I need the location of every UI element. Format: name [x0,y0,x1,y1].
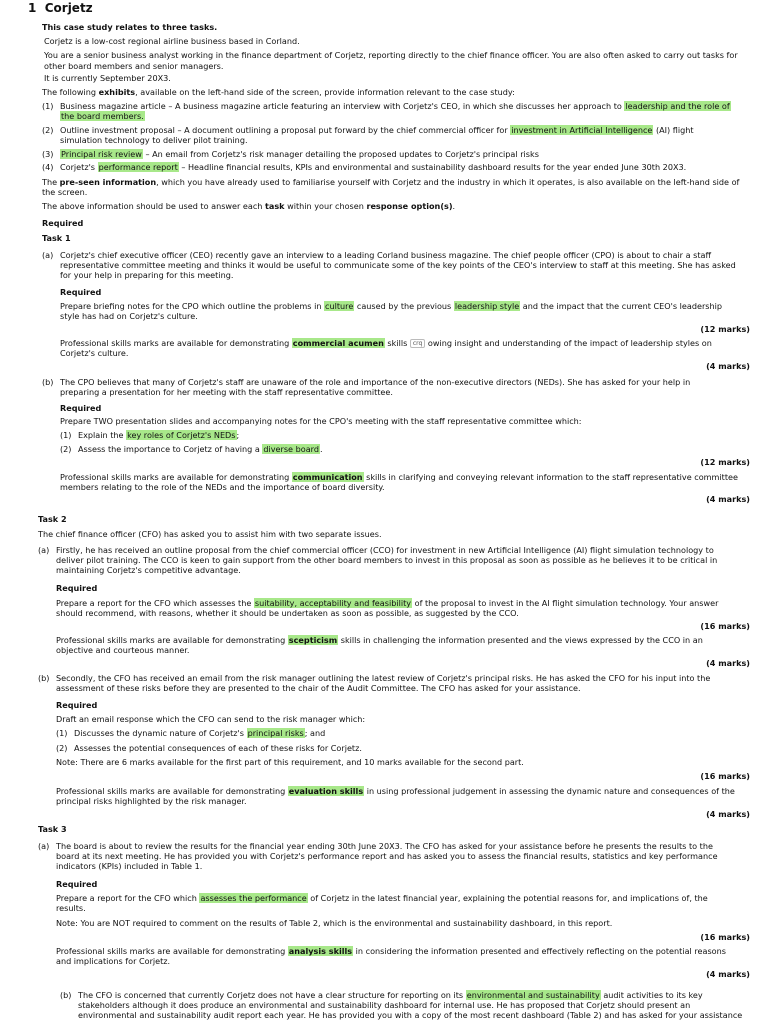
exhibit-1-line2 [60,111,145,122]
exhibit-2-line2: simulation technology to deliver pilot training. [60,135,248,145]
task-1b-skills-line2: members relating to the role of the NEDs and the importance of board diversity. [60,482,385,492]
exhibit-3: Principal risk review – An email from Corjetz's risk manager detailing the proposed updates to Corjetz's principal risks [61,149,539,159]
task-2b-skills-marks: (4 marks) [706,809,750,819]
intro-date: It is currently September 20X3. [44,73,171,83]
task-2a-req-line1: Prepare a report for the CFO which assesses the suitability, acceptability and feasibility of the proposal to invest in the AI flight simulation technology. Your answer [56,598,719,608]
task-2b-item1: Discusses the dynamic nature of Corjetz's principal risks; and [74,728,326,738]
task-1b-item1-number: (1) [60,430,72,440]
task-1b-item2: Assess the importance to Corjetz of having a diverse board. [78,444,323,454]
required-heading: Required [42,218,84,228]
task-2b-item2: Assesses the potential consequences of each of these risks for Corjetz. [74,743,362,753]
task-2a-line3: maintaining Corjetz's competitive advantage. [56,565,241,575]
task-2a-label: (a) [38,545,50,555]
above-info: The above information should be used to answer each task within your chosen response option(s). [42,201,456,211]
preseen-info-line2: the screen. [42,187,88,197]
task-2b-line1: Secondly, the CFO has received an email from the risk manager outlining the latest review of Corjetz's principal risks. He has asked the CFO for his input into the [56,673,711,683]
task-3b-label: (b) [60,990,72,1000]
task-3-title: Task 3 [38,824,67,834]
task-1b-marks: (12 marks) [700,457,750,467]
task-2b-note: Note: There are 6 marks available for the first part of this requirement, and 10 marks available for the second part. [56,757,524,767]
highlight: leadership style [454,301,520,311]
exhibit-1: Business magazine article – A business magazine article featuring an interview with Corjetz's CEO, in which she discusses her approach to leadership and the role of [60,101,730,111]
task-2a-line1: Firstly, he has received an outline proposal from the chief commercial officer (CCO) for investment in new Artificial Intelligence (AI) flight simulation technology to [56,545,714,555]
heading-number: 1 [28,1,37,15]
task-1b-skills: Professional skills marks are available for demonstrating communication skills in clarifying and conveying relevant information to the staff representative committee [60,472,738,482]
task-1a-line1: Corjetz's chief executive officer (CEO) recently gave an interview to a leading Corland business magazine. The chief people officer (CPO) is about to chair a staff [60,250,712,260]
task-1a-skills: Professional skills marks are available for demonstrating commercial acumen skills crq owing insight and understanding of the impact of leadership styles on [60,338,712,348]
highlight: performance report [98,162,178,172]
task-2b-marks: (16 marks) [700,771,750,781]
task-2a-skills-line2: objective and courteous manner. [56,645,190,655]
exhibit-2: Outline investment proposal – A document outlining a proposal put forward by the chief commercial officer for investment in Artificial Intelligence (AI) flight [60,125,694,135]
highlight: Principal risk review [61,149,142,159]
task-2a-line2: deliver pilot training. The CCO is keen to gain support from the other board members to invest in this proposal as soon as possible as he believes it to be critical in [56,555,718,565]
exhibit-2-number: (2) [42,125,54,135]
exhibit-4-number: (4) [42,162,54,172]
task-3b-line2: stakeholders although it does produce an environmental and sustainability dashboard for internal use. He has proposed that Corjetz should present an [78,1000,691,1010]
task-1a-line2: representative committee meeting and thinks it would be useful to communicate some of the key points of the CEO's interview to staff at this meeting. She has asked [60,260,736,270]
task-3a-req-line1: Prepare a report for the CFO which assesses the performance of Corjetz in the latest financial year, explaining the potential reasons for, and implications of, the [56,893,708,903]
task-3a-label: (a) [38,841,50,851]
task-1b-label: (b) [42,377,54,387]
task-3a-note: Note: You are NOT required to comment on the results of Table 2, which is the environmental and sustainability dashboard, in this report. [56,918,613,928]
highlight: evaluation skills [288,786,364,796]
intro-exhibits: The following exhibits, available on the left-hand side of the screen, provide information relevant to the case study: [42,87,515,97]
task-1a-marks: (12 marks) [700,324,750,334]
task-2b-req-line1: Draft an email response which the CFO can send to the risk manager which: [56,714,366,724]
task-3b-line1: The CFO is concerned that currently Corjetz does not have a clear structure for reporting on its environmental and sustainability audit activities to its key [78,990,703,1000]
task-2b-skills-line2: principal risks highlighted by the risk manager. [56,796,247,806]
task-1b-item2-number: (2) [60,444,72,454]
task-1b-skills-marks: (4 marks) [706,494,750,504]
task-3a-skills-line2: and implications for Corjetz. [56,956,171,966]
task-2a-req-line2: should recommend, with reasons, whether it should be undertaken as soon as possible, as suggested by the CCO. [56,608,519,618]
task-2-title: Task 2 [38,514,67,524]
task-1b-item1: Explain the key roles of Corjetz's NEDs; [78,430,240,440]
task-1a-req-line1: Prepare briefing notes for the CPO which outline the problems in culture caused by the previous leadership style and the impact that the current CEO's leadership [60,301,723,311]
task-1a-label: (a) [42,250,54,260]
task-1a-req-line2: style has had on Corjetz's culture. [60,311,198,321]
case-study-heading [28,3,93,14]
task-2b-required: Required [56,700,98,710]
task-1b-req-line1: Prepare TWO presentation slides and accompanying notes for the CPO's meeting with the staff representative committee which: [60,416,582,426]
task-2b-line2: assessment of these risks before they are presented to the chair of the Audit Committee. The CFO has asked for your assistance. [56,683,581,693]
highlight: communication [292,472,363,482]
highlight: investment in Artificial Intelligence [511,125,653,135]
task-1-title: Task 1 [42,233,71,243]
highlight: commercial acumen [292,338,384,348]
preseen-info: The pre-seen information, which you have already used to familiarise yourself with Corjetz and the industry in which it operates, is also available on the left-hand side of [42,177,740,187]
task-1a-skills-line2: Corjetz's culture. [60,348,129,358]
highlight: principal risks [247,728,304,738]
task-1a-line3: for your help in preparing for this meeting. [60,270,234,280]
highlight: culture [325,301,354,311]
heading-title: Corjetz [44,1,93,15]
task-2a-marks: (16 marks) [700,621,750,631]
task-2a-skills: Professional skills marks are available for demonstrating scepticism skills in challenging the information presented and the views expressed by the CCO in an [56,635,703,645]
exhibit-1-number: (1) [42,101,54,111]
intro-role: You are a senior business analyst working in the finance department of Corjetz, reporting directly to the chief finance officer. You are also often asked to carry out tasks for other board members and senior managers. [44,50,738,71]
task-1b-line1: The CPO believes that many of Corjetz's staff are unaware of the role and importance of the non-executive directors (NEDs). She has asked for your help in [60,377,691,387]
task-3a-req-line2: results. [56,903,86,913]
intro-relates: This case study relates to three tasks. [42,22,218,32]
crq-badge[interactable]: crq [410,339,425,348]
exhibit-4: Corjetz's performance report – Headline financial results, KPIs and environmental and sustainability dashboard results for the year ended June 30th 20X3. [60,162,687,172]
highlight: diverse board [263,444,319,454]
task-1a-required: Required [60,287,102,297]
task-3b-line3: environmental and sustainability audit report each year. He has provided you with a copy of the most recent dashboard (Table 2) and has asked for your assistance [78,1010,743,1020]
task-2a-required: Required [56,583,98,593]
task-3a-line1: The board is about to review the results for the financial year ending 30th June 20X3. The CFO has asked for your assistance before he presents the results to the [56,841,713,851]
highlight: suitability, acceptability and feasibility [254,598,412,608]
task-3a-line3: indicators (KPIs) included in Table 1. [56,861,203,871]
exhibit-3-number: (3) [42,149,54,159]
task-2b-item2-number: (2) [56,743,68,753]
highlight: scepticism [288,635,338,645]
task-1b-line2: preparing a presentation for her meeting with the staff representative committee. [60,387,393,397]
task-2b-skills: Professional skills marks are available for demonstrating evaluation skills in using professional judgement in assessing the dynamic nature and consequences of the [56,786,735,796]
task-3a-line2: board at its next meeting. He has provided you with Corjetz's performance report and has asked you to assess the financial results, statistics and key performance [56,851,718,861]
task-1b-required: Required [60,403,102,413]
task-3a-marks: (16 marks) [700,932,750,942]
task-2a-skills-marks: (4 marks) [706,658,750,668]
highlight: key roles of Corjetz's NEDs [127,430,236,440]
highlight: analysis skills [288,946,353,956]
highlight: the board members. [61,111,144,121]
highlight: assesses the performance [200,893,307,903]
task-3a-required: Required [56,879,98,889]
task-2b-item1-number: (1) [56,728,68,738]
task-3a-skills: Professional skills marks are available for demonstrating analysis skills in considering the information presented and effectively reflecting on the potential reasons [56,946,726,956]
task-2-intro: The chief finance officer (CFO) has asked you to assist him with two separate issues. [38,529,382,539]
intro-low-cost: Corjetz is a low-cost regional airline business based in Corland. [44,36,300,46]
highlight: leadership and the role of [625,101,730,111]
task-2b-label: (b) [38,673,50,683]
task-1a-skills-marks: (4 marks) [706,361,750,371]
task-3a-skills-marks: (4 marks) [706,969,750,979]
highlight: environmental and sustainability [466,990,600,1000]
